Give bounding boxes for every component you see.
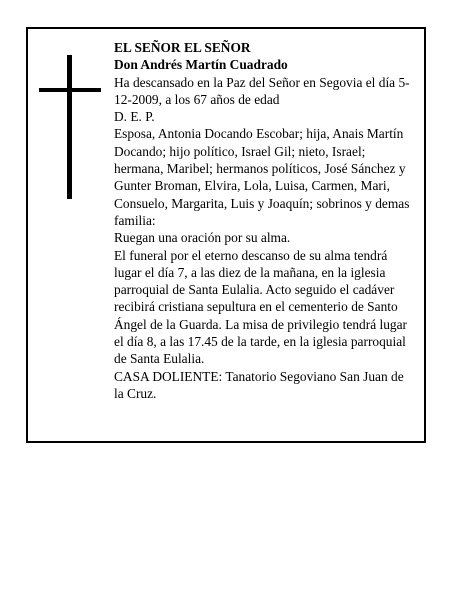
obituary-heading: EL SEÑOR EL SEÑOR	[114, 40, 251, 55]
prayer-request: Ruegan una oración por su alma.	[114, 230, 291, 246]
deceased-name: Don Andrés Martín Cuadrado	[114, 57, 288, 73]
cross-icon	[39, 55, 101, 199]
cross-horizontal-bar	[39, 88, 101, 92]
family-list: Esposa, Antonia Docando Escobar; hija, Anais Martín Docando; hijo político, Israel Gil; nieto, Israel; hermana, Maribel; hermanos políticos, José Sánchez y Gunter Broman, Elvira, Lola, Luisa, Carmen, Mari, Consuelo, Margarita, Luis y Joaquín; sobrinos y demas familia:	[114, 126, 410, 228]
mourning-house: CASA DOLIENTE: Tanatorio Segoviano San Juan de la Cruz.	[114, 368, 404, 401]
death-announcement: Ha descansado en la Paz del Señor en Segovia el día 5-12-2009, a los 67 años de edad	[114, 74, 410, 107]
cross-vertical-bar	[67, 55, 72, 199]
obituary-text	[114, 39, 416, 402]
rip-line: D. E. P.	[114, 109, 155, 125]
funeral-details: El funeral por el eterno descanso de su alma tendrá lugar el día 7, a las diez de la mañana, en la iglesia parroquial de Santa Eulalia. Acto seguido el cadáver recibirá cristiana sepultura en el cementerio de Santo Ángel de la Guarda. La misa de privilegio tendrá lugar el día 8, a las 17.45 de la tarde, en la iglesia parroquial de Santa Eulalia.	[114, 247, 407, 367]
obituary-notice	[26, 27, 426, 443]
